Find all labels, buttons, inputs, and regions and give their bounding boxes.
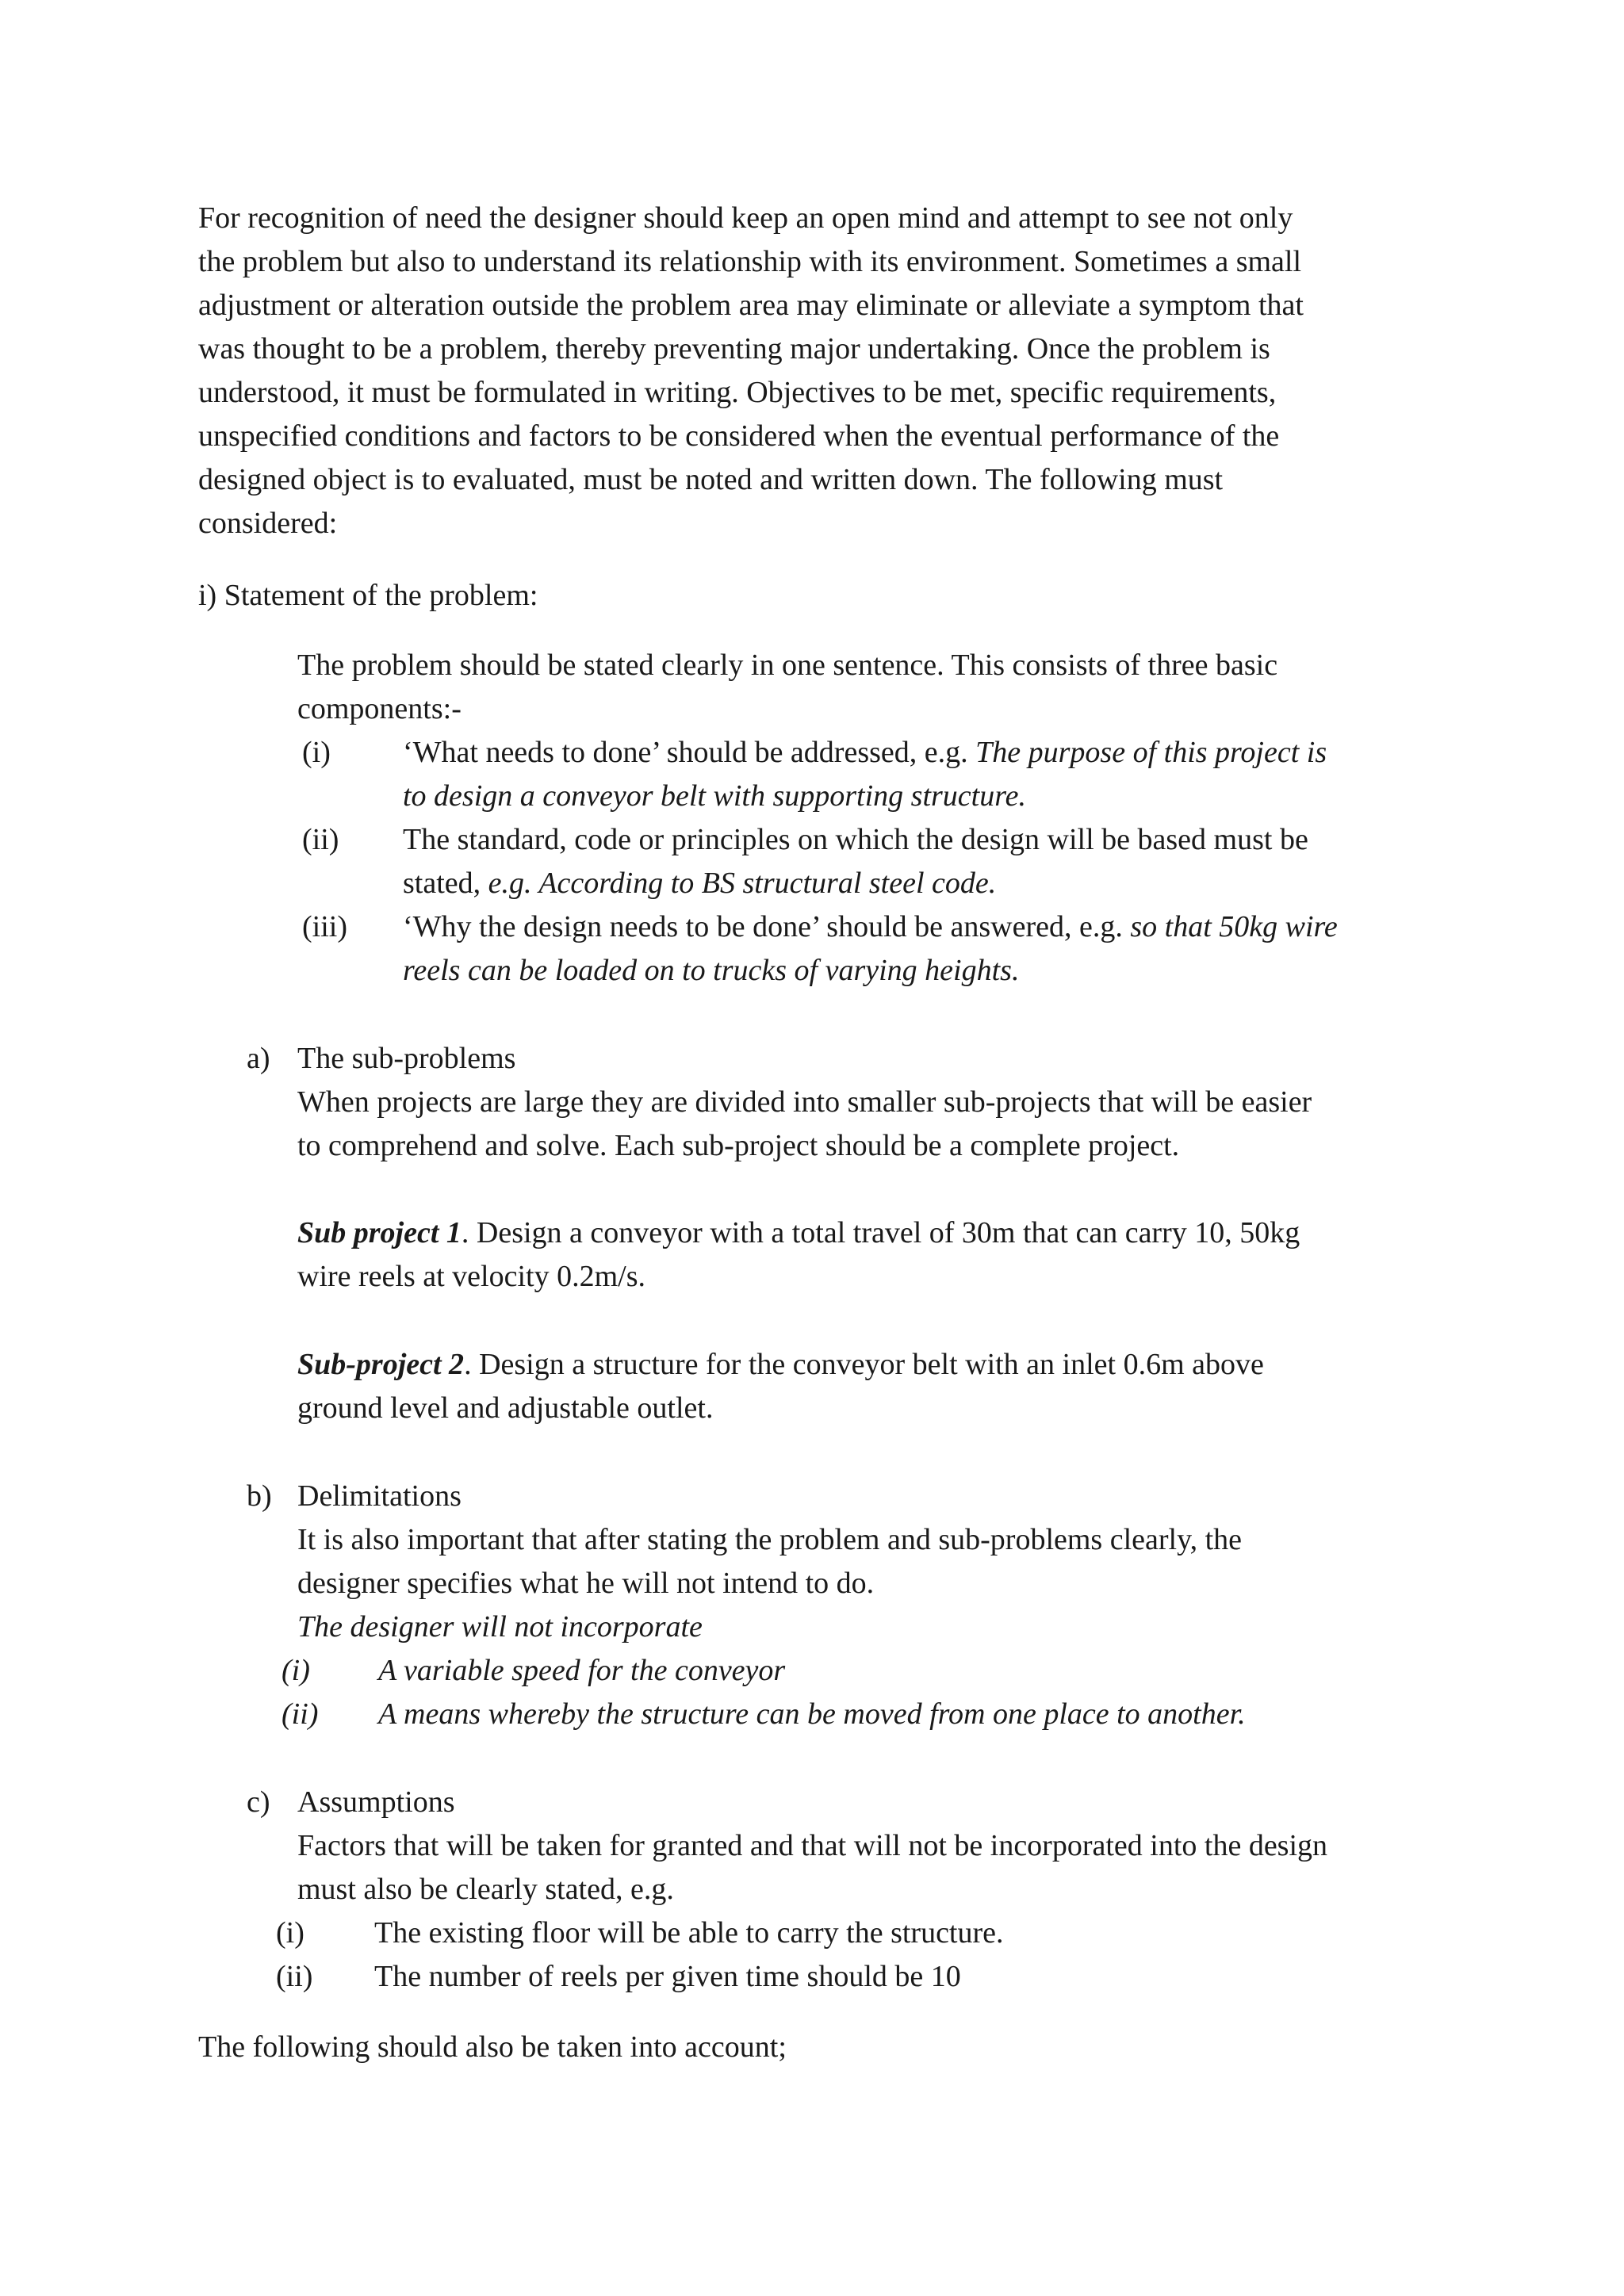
sub-project-label: Sub-project 2: [297, 1348, 465, 1381]
section-title: The sub-problems: [297, 1042, 516, 1075]
item-text-line: [403, 868, 996, 898]
item-text-line: [403, 912, 1338, 942]
delimitation-item: A means whereby the structure can be moved from one place to another.: [378, 1697, 1246, 1731]
assumption-item: The existing floor will be able to carry the structure.: [374, 1916, 1004, 1950]
item-number: (i): [276, 1916, 304, 1950]
section-letter: a): [247, 1042, 270, 1075]
section-line: When projects are large they are divided into smaller sub-projects that will be easier: [297, 1085, 1312, 1119]
intro-line: adjustment or alteration outside the problem area may eliminate or alleviate a symptom that: [198, 289, 1304, 322]
sub-project-label: Sub project 1: [297, 1216, 462, 1249]
item-text-plain: stated,: [403, 867, 488, 900]
item-text-italic: e.g. According to BS structural steel code.: [488, 867, 997, 900]
delimitations-intro: The designer will not incorporate: [297, 1610, 703, 1644]
intro-line: was thought to be a problem, thereby preventing major undertaking. Once the problem is: [198, 332, 1270, 365]
intro-line: considered:: [198, 507, 338, 540]
intro-line: designed object is to evaluated, must be noted and written down. The following must: [198, 463, 1224, 496]
item-number: (i): [282, 1654, 310, 1687]
statement-heading: i) Statement of the problem:: [198, 579, 538, 612]
sub-project-1: [297, 1218, 1300, 1248]
intro-line: understood, it must be formulated in writing. Objectives to be met, specific requirements,: [198, 376, 1277, 409]
intro-line: the problem but also to understand its relationship with its environment. Sometimes a small: [198, 245, 1302, 278]
item-text-line: [403, 737, 1327, 767]
sub-project-2: [297, 1349, 1264, 1380]
item-number: (ii): [276, 1960, 313, 1993]
section-letter: b): [247, 1479, 272, 1513]
sub-project-1-line2: wire reels at velocity 0.2m/s.: [297, 1260, 645, 1293]
item-text-line: [403, 781, 1026, 811]
sub-project-text: . Design a structure for the conveyor belt with an inlet 0.6m above: [464, 1348, 1264, 1381]
item-text-italic: The purpose of this project is: [975, 736, 1327, 769]
section-line: It is also important that after stating the problem and sub-problems clearly, the: [297, 1523, 1243, 1556]
assumption-item: The number of reels per given time should be 10: [374, 1960, 961, 1993]
item-number: (i): [302, 736, 331, 769]
item-number: (iii): [302, 910, 347, 943]
sub-project-text: . Design a conveyor with a total travel of 30m that can carry 10, 50kg: [461, 1216, 1300, 1249]
sub-project-2-line2: ground level and adjustable outlet.: [297, 1391, 714, 1425]
statement-intro-line: The problem should be stated clearly in one sentence. This consists of three basic: [297, 649, 1278, 682]
statement-intro-line: components:-: [297, 692, 462, 725]
item-text-plain: ‘What needs to done’ should be addressed, e.g.: [403, 736, 976, 769]
section-line: must also be clearly stated, e.g.: [297, 1873, 674, 1906]
section-line: Factors that will be taken for granted and that will not be incorporated into the design: [297, 1829, 1328, 1862]
section-line: to comprehend and solve. Each sub-project should be a complete project.: [297, 1129, 1180, 1162]
section-title: Assumptions: [297, 1785, 455, 1819]
item-text-italic: to design a conveyor belt with supporting structure.: [403, 779, 1026, 813]
section-title: Delimitations: [297, 1479, 462, 1513]
section-letter: c): [247, 1785, 270, 1819]
item-number: (ii): [282, 1697, 319, 1731]
item-text-italic: so that 50kg wire: [1130, 910, 1338, 943]
intro-line: For recognition of need the designer should keep an open mind and attempt to see not only: [198, 201, 1293, 235]
item-text-line: [403, 955, 1019, 985]
item-text-line: [403, 825, 1308, 855]
intro-line: unspecified conditions and factors to be considered when the eventual performance of the: [198, 419, 1280, 453]
closing-line: The following should also be taken into account;: [198, 2030, 787, 2064]
item-text-italic: reels can be loaded on to trucks of varying heights.: [403, 954, 1020, 987]
delimitation-item: A variable speed for the conveyor: [378, 1654, 786, 1687]
section-line: designer specifies what he will not intend to do.: [297, 1567, 875, 1600]
item-text-plain: The standard, code or principles on which the design will be based must be: [403, 823, 1308, 856]
item-text-plain: ‘Why the design needs to be done’ should be answered, e.g.: [403, 910, 1131, 943]
item-number: (ii): [302, 823, 339, 856]
